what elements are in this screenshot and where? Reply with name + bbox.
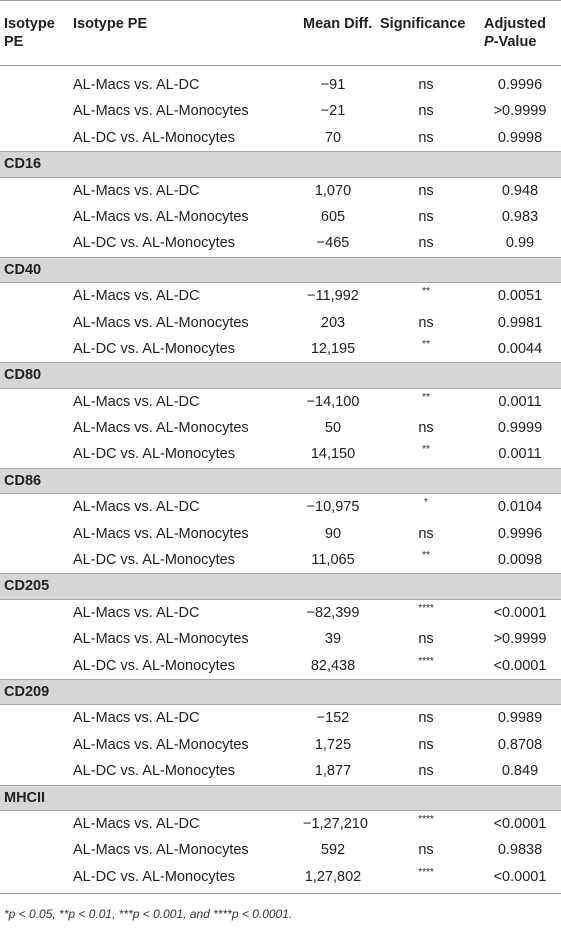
group-label: MHCII <box>4 789 46 806</box>
adjusted-p-value-cell: 0.9989 <box>497 710 543 727</box>
significance-cell: ** <box>422 550 430 562</box>
adjusted-p-value-cell: 0.0044 <box>497 340 543 357</box>
comparison-cell: AL-DC vs. AL-Monocytes <box>73 868 235 885</box>
group-label: CD86 <box>4 472 42 489</box>
comparison-cell: AL-Macs vs. AL-DC <box>73 77 200 93</box>
significance-cell: ns <box>418 103 434 120</box>
significance-cell: ns <box>418 420 434 437</box>
mean-diff-cell: 12,195 <box>310 340 356 357</box>
adjusted-p-value-cell: <0.0001 <box>493 868 547 885</box>
mean-diff-cell: −152 <box>316 710 350 727</box>
significance-cell: * <box>424 497 428 509</box>
header-label: Isotype PE <box>4 16 55 50</box>
mean-diff-cell: 50 <box>324 420 342 437</box>
significance-cell: **** <box>418 655 434 667</box>
significance-cell: **** <box>418 602 434 614</box>
header-mean-diff: Mean Diff. <box>303 16 373 32</box>
group-label: CD80 <box>4 367 42 384</box>
table-row <box>0 230 561 256</box>
adjusted-p-value-cell: 0.0098 <box>497 552 543 569</box>
comparison-cell: AL-Macs vs. AL-Monocytes <box>73 420 249 437</box>
table-row <box>0 547 561 573</box>
adjusted-p-value-cell: 0.9998 <box>497 129 543 146</box>
table-header <box>0 0 561 66</box>
table-row <box>0 389 561 415</box>
adjusted-p-value-cell: 0.9838 <box>497 842 543 859</box>
significance-cell: ns <box>418 182 434 199</box>
mean-diff-cell: 39 <box>324 631 342 648</box>
header-significance: Significance <box>380 16 466 32</box>
adjusted-p-value-cell: 0.8708 <box>497 736 543 753</box>
comparison-cell: AL-DC vs. AL-Monocytes <box>73 552 235 569</box>
mean-diff-cell: −91 <box>320 77 346 93</box>
comparison-cell: AL-Macs vs. AL-DC <box>73 815 200 832</box>
adjusted-p-value-cell: <0.0001 <box>493 815 547 832</box>
table-row <box>0 653 561 679</box>
mean-diff-cell: −14,100 <box>306 393 360 410</box>
significance-cell: ** <box>422 338 430 350</box>
adjusted-p-value-cell: 0.983 <box>501 208 539 225</box>
mean-diff-cell: −1,27,210 <box>303 815 368 832</box>
adjusted-p-value-cell: <0.0001 <box>493 604 547 621</box>
group-label: CD209 <box>4 683 50 700</box>
table-row <box>0 415 561 441</box>
mean-diff-cell: −465 <box>316 235 350 252</box>
comparison-cell: AL-Macs vs. AL-Monocytes <box>73 314 249 331</box>
group-header-row <box>0 573 561 599</box>
comparison-cell: AL-Macs vs. AL-Monocytes <box>73 631 249 648</box>
adjusted-p-value-cell: 0.9996 <box>497 77 543 93</box>
mean-diff-cell: 1,27,802 <box>304 868 362 885</box>
comparison-cell: AL-Macs vs. AL-Monocytes <box>73 208 249 225</box>
mean-diff-cell: 90 <box>324 525 342 542</box>
comparison-cell: AL-Macs vs. AL-Monocytes <box>73 103 249 120</box>
mean-diff-cell: 70 <box>324 129 342 146</box>
mean-diff-cell: −11,992 <box>307 288 359 305</box>
significance-cell: ns <box>418 710 434 727</box>
comparison-cell: AL-Macs vs. AL-Monocytes <box>73 525 249 542</box>
comparison-cell: AL-Macs vs. AL-DC <box>73 499 200 516</box>
header-isotype-pe-group <box>4 15 64 51</box>
mean-diff-cell: −21 <box>320 103 346 120</box>
significance-cell: **** <box>418 813 434 825</box>
table-row <box>0 732 561 758</box>
table-row <box>0 204 561 230</box>
comparison-cell: AL-DC vs. AL-Monocytes <box>73 129 235 146</box>
comparison-cell: AL-Macs vs. AL-Monocytes <box>73 842 249 859</box>
comparison-cell: AL-Macs vs. AL-DC <box>73 182 200 199</box>
comparison-cell: AL-DC vs. AL-Monocytes <box>73 235 235 252</box>
adjusted-p-value-cell: 0.9996 <box>497 525 543 542</box>
adjusted-p-value-cell: 0.849 <box>501 763 539 780</box>
significance-cell: ns <box>418 525 434 542</box>
adjusted-p-value-cell: 0.0011 <box>498 446 542 463</box>
header-adjusted-label: Adjusted <box>484 16 547 32</box>
significance-cell: ns <box>418 235 434 252</box>
table-row <box>0 758 561 784</box>
comparison-cell: AL-DC vs. AL-Monocytes <box>73 340 235 357</box>
header-isotype-pe: Isotype PE <box>73 16 148 32</box>
significance-cell: ns <box>418 631 434 648</box>
table-row <box>0 494 561 520</box>
header-adjusted-p-value <box>484 15 546 51</box>
table-row <box>0 98 561 124</box>
adjusted-p-value-cell: <0.0001 <box>493 657 547 674</box>
mean-diff-cell: 605 <box>320 208 346 225</box>
adjusted-p-value-cell: 0.99 <box>505 235 535 252</box>
group-label: CD40 <box>4 261 42 278</box>
significance-cell: ns <box>418 208 434 225</box>
adjusted-p-value-cell: 0.9981 <box>497 314 543 331</box>
comparison-cell: AL-DC vs. AL-Monocytes <box>73 657 235 674</box>
adjusted-p-value-cell: 0.9999 <box>497 420 543 437</box>
table-row <box>0 125 561 151</box>
table-row <box>0 600 561 626</box>
mean-diff-cell: 1,877 <box>314 763 352 780</box>
comparison-cell: AL-DC vs. AL-Monocytes <box>73 763 235 780</box>
table-row <box>0 178 561 204</box>
table-row <box>0 72 561 98</box>
table-row <box>0 310 561 336</box>
table-row <box>0 705 561 731</box>
significance-cell: ns <box>418 842 434 859</box>
group-header-row <box>0 151 561 177</box>
table-row <box>0 811 561 837</box>
comparison-cell: AL-Macs vs. AL-DC <box>73 710 200 727</box>
significance-cell: ** <box>422 391 430 403</box>
comparison-cell: AL-Macs vs. AL-DC <box>73 604 200 621</box>
significance-cell: ns <box>418 77 434 93</box>
significance-cell: ** <box>422 444 430 456</box>
group-label: CD205 <box>4 578 50 595</box>
group-label: CD16 <box>4 156 42 173</box>
mean-diff-cell: 11,065 <box>311 552 355 569</box>
mean-diff-cell: 592 <box>320 842 346 859</box>
adjusted-p-value-cell: >0.9999 <box>493 103 547 120</box>
mean-diff-cell: 203 <box>320 314 346 331</box>
table-body <box>0 72 561 890</box>
comparison-cell: AL-Macs vs. AL-Monocytes <box>73 736 249 753</box>
header-value-label: -Value <box>493 34 537 50</box>
adjusted-p-value-cell: 0.0011 <box>498 393 542 410</box>
comparison-cell: AL-Macs vs. AL-DC <box>73 393 200 410</box>
table-row <box>0 283 561 309</box>
group-header-row <box>0 362 561 388</box>
group-header-row <box>0 785 561 811</box>
comparison-cell: AL-Macs vs. AL-DC <box>73 288 200 305</box>
significance-cell: **** <box>418 866 434 878</box>
mean-diff-cell: −82,399 <box>306 604 360 621</box>
table-row <box>0 441 561 467</box>
mean-diff-cell: −10,975 <box>306 499 360 516</box>
adjusted-p-value-cell: 0.0051 <box>497 288 543 305</box>
significance-cell: ns <box>418 314 434 331</box>
header-p-italic: P <box>484 34 494 50</box>
table-row <box>0 626 561 652</box>
significance-cell: ** <box>422 286 430 298</box>
significance-cell: ns <box>418 763 434 780</box>
table-row <box>0 864 561 890</box>
mean-diff-cell: 1,725 <box>314 736 352 753</box>
significance-cell: ns <box>418 129 434 146</box>
adjusted-p-value-cell: >0.9999 <box>493 631 547 648</box>
adjusted-p-value-cell: 0.0104 <box>497 499 543 516</box>
mean-diff-cell: 14,150 <box>310 446 356 463</box>
table-row <box>0 336 561 362</box>
table-bottom-rule <box>0 893 561 894</box>
significance-cell: ns <box>418 736 434 753</box>
table-footnote: *p < 0.05, **p < 0.01, ***p < 0.001, and ****p < 0.0001. <box>4 907 293 921</box>
mean-diff-cell: 82,438 <box>310 657 356 674</box>
adjusted-p-value-cell: 0.948 <box>501 182 539 199</box>
comparison-cell: AL-DC vs. AL-Monocytes <box>73 446 235 463</box>
table-row <box>0 837 561 863</box>
group-header-row <box>0 679 561 705</box>
group-header-row <box>0 257 561 283</box>
mean-diff-cell: 1,070 <box>314 182 352 199</box>
table-row <box>0 521 561 547</box>
group-header-row <box>0 468 561 494</box>
